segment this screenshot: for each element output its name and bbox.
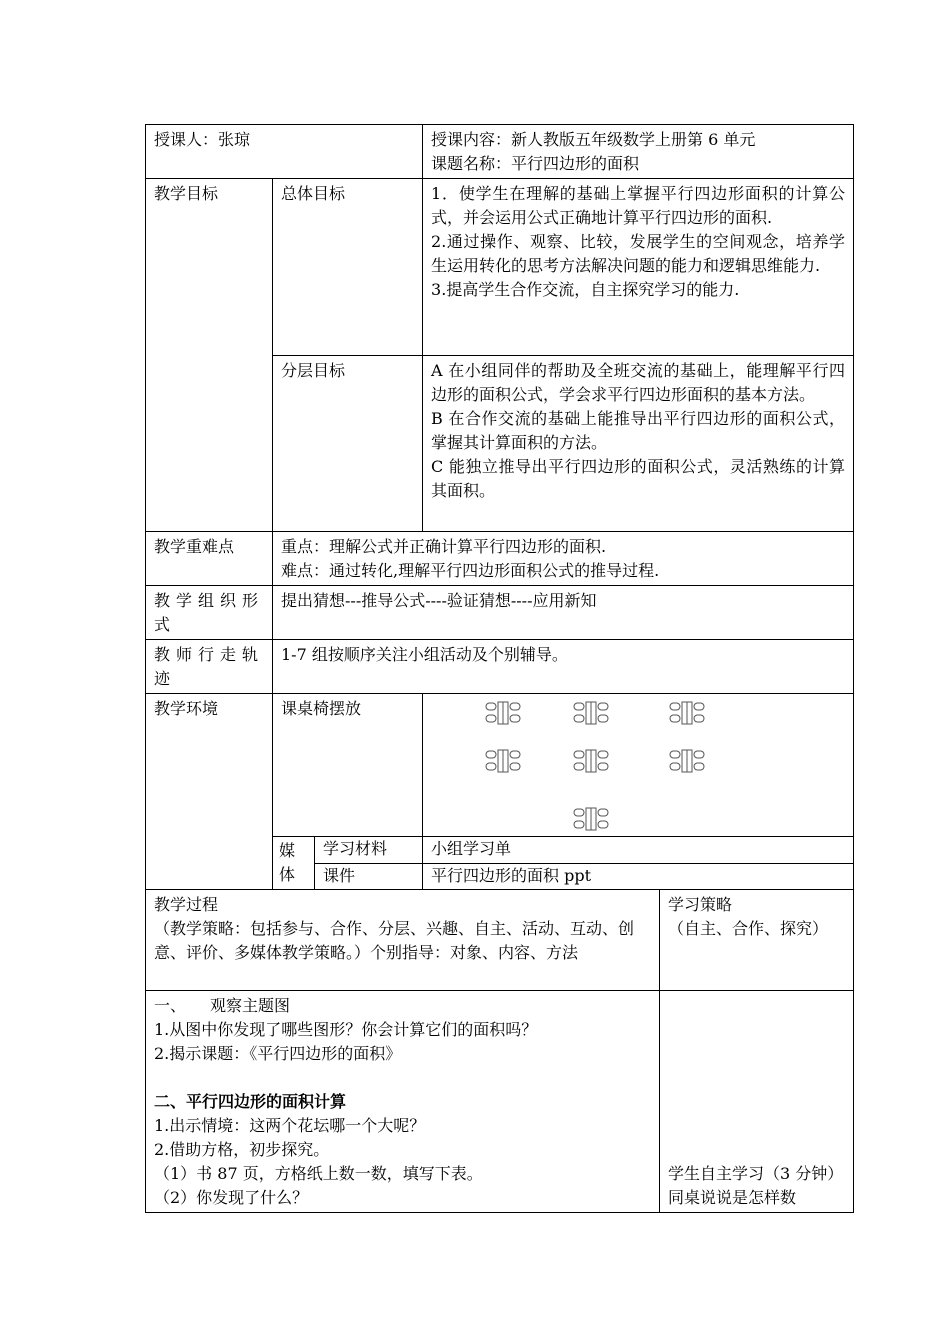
layered-goals-label: 分层目标 bbox=[273, 356, 423, 532]
teacher-path-value: 1-7 组按顺序关注小组活动及个别辅导。 bbox=[273, 640, 854, 694]
goals-overall-row bbox=[146, 179, 854, 356]
desk-group-icon bbox=[571, 806, 611, 832]
overall-goal-3: 3.提高学生合作交流，自主探究学习的能力. bbox=[431, 280, 740, 299]
overall-goals-text bbox=[423, 179, 854, 356]
strategy-note: （教学策略：包括参与、合作、分层、兴趣、自主、活动、互动、创意、评价、多媒体教学策略。）个别指导：对象、内容、方法 bbox=[154, 919, 635, 962]
learning-strategy-header bbox=[660, 890, 854, 991]
teacher-path-label: 教师行走轨迹 bbox=[146, 640, 273, 694]
section-2-line-1: 1.出示情境：这两个花坛哪一个大呢？ bbox=[154, 1116, 426, 1135]
overall-goal-1: 1．使学生在理解的基础上掌握平行四边形面积的计算公式，并会运用公式正确地计算平行四边形的面积. bbox=[431, 184, 846, 227]
lesson-plan bbox=[145, 124, 854, 1213]
process-title: 教学过程 bbox=[154, 895, 219, 914]
desk-group-icon bbox=[571, 700, 611, 726]
courseware-value: 平行四边形的面积 ppt bbox=[423, 863, 854, 890]
desk-layout bbox=[423, 694, 854, 837]
header-row bbox=[146, 125, 854, 179]
desk-group-icon bbox=[667, 748, 707, 774]
learning-strategy-title: 学习策略 bbox=[668, 895, 733, 914]
overall-goal-2: 2.通过操作、观察、比较，发展学生的空间观念，培养学生运用转化的思考方法解决问题的能力和逻辑思维能力. bbox=[431, 232, 846, 275]
section-1-line-1: 1.从图中你发现了哪些图形？你会计算它们的面积吗？ bbox=[154, 1020, 538, 1039]
lesson-content: 授课内容：新人教版五年级数学上册第 6 单元 bbox=[431, 130, 756, 149]
overall-goals-label: 总体目标 bbox=[273, 179, 423, 356]
process-content bbox=[146, 991, 660, 1213]
section-1-line-2: 2.揭示课题：《平行四边形的面积》 bbox=[154, 1044, 402, 1063]
section-2-line-3: （1）书 87 页，方格纸上数一数，填写下表。 bbox=[154, 1164, 483, 1183]
key-points-text bbox=[273, 532, 854, 586]
layered-goal-b: B 在合作交流的基础上能推导出平行四边形的面积公式，掌握其计算面积的方法。 bbox=[431, 409, 846, 452]
lesson-topic: 课题名称：平行四边形的面积 bbox=[431, 154, 640, 173]
environment-desk-row bbox=[146, 694, 854, 837]
desk-group-icon bbox=[667, 700, 707, 726]
organization-row bbox=[146, 586, 854, 640]
teacher-path-row bbox=[146, 640, 854, 694]
teacher-name: 授课人：张琼 bbox=[154, 130, 251, 149]
lesson-plan-table bbox=[145, 124, 854, 1213]
side-note-2: 同桌说说是怎样数 bbox=[668, 1188, 797, 1207]
teacher-cell bbox=[146, 125, 423, 179]
spacer bbox=[154, 1066, 651, 1090]
side-note-1: 学生自主学习（3 分钟） bbox=[668, 1164, 844, 1183]
key-points-label: 教学重难点 bbox=[146, 532, 273, 586]
materials-label: 学习材料 bbox=[315, 837, 423, 864]
desk-group-icon bbox=[571, 748, 611, 774]
process-content-row bbox=[146, 991, 854, 1213]
layered-goals-text bbox=[423, 356, 854, 532]
section-2-line-2: 2.借助方格，初步探究。 bbox=[154, 1140, 330, 1159]
section-2-title: 二、平行四边形的面积计算 bbox=[154, 1092, 347, 1111]
desk-layout-area bbox=[423, 694, 853, 834]
desk-group-icon bbox=[483, 700, 523, 726]
media-label-2: 体 bbox=[279, 865, 296, 884]
layered-goal-a: A 在小组同伴的帮助及全班交流的基础上，能理解平行四边形的面积公式，学会求平行四边形面积的基本方法。 bbox=[431, 361, 846, 404]
organization-label: 教学组织形式 bbox=[146, 586, 273, 640]
environment-label: 教学环境 bbox=[146, 694, 273, 890]
desk-group-icon bbox=[483, 748, 523, 774]
goals-label: 教学目标 bbox=[146, 179, 273, 532]
layered-goal-c: C 能独立推导出平行四边形的面积公式，灵活熟练的计算其面积。 bbox=[431, 457, 846, 500]
process-header-row bbox=[146, 890, 854, 991]
media-label-1: 媒 bbox=[279, 841, 296, 860]
key-points-row bbox=[146, 532, 854, 586]
learning-strategy-note: （自主、合作、探究） bbox=[668, 919, 829, 938]
materials-value: 小组学习单 bbox=[423, 837, 854, 864]
section-1-title: 一、 观察主题图 bbox=[154, 996, 291, 1015]
content-cell bbox=[423, 125, 854, 179]
courseware-label: 课件 bbox=[315, 863, 423, 890]
organization-value: 提出猜想---推导公式----验证猜想----应用新知 bbox=[273, 586, 854, 640]
desk-arrangement-label: 课桌椅摆放 bbox=[273, 694, 423, 837]
key-point: 重点：理解公式并正确计算平行四边形的面积. bbox=[281, 537, 607, 556]
difficult-point: 难点：通过转化,理解平行四边形面积公式的推导过程. bbox=[281, 561, 660, 580]
process-side bbox=[660, 991, 854, 1213]
media-label bbox=[273, 837, 315, 890]
section-2-line-4: （2）你发现了什么？ bbox=[154, 1188, 309, 1207]
process-header bbox=[146, 890, 660, 991]
